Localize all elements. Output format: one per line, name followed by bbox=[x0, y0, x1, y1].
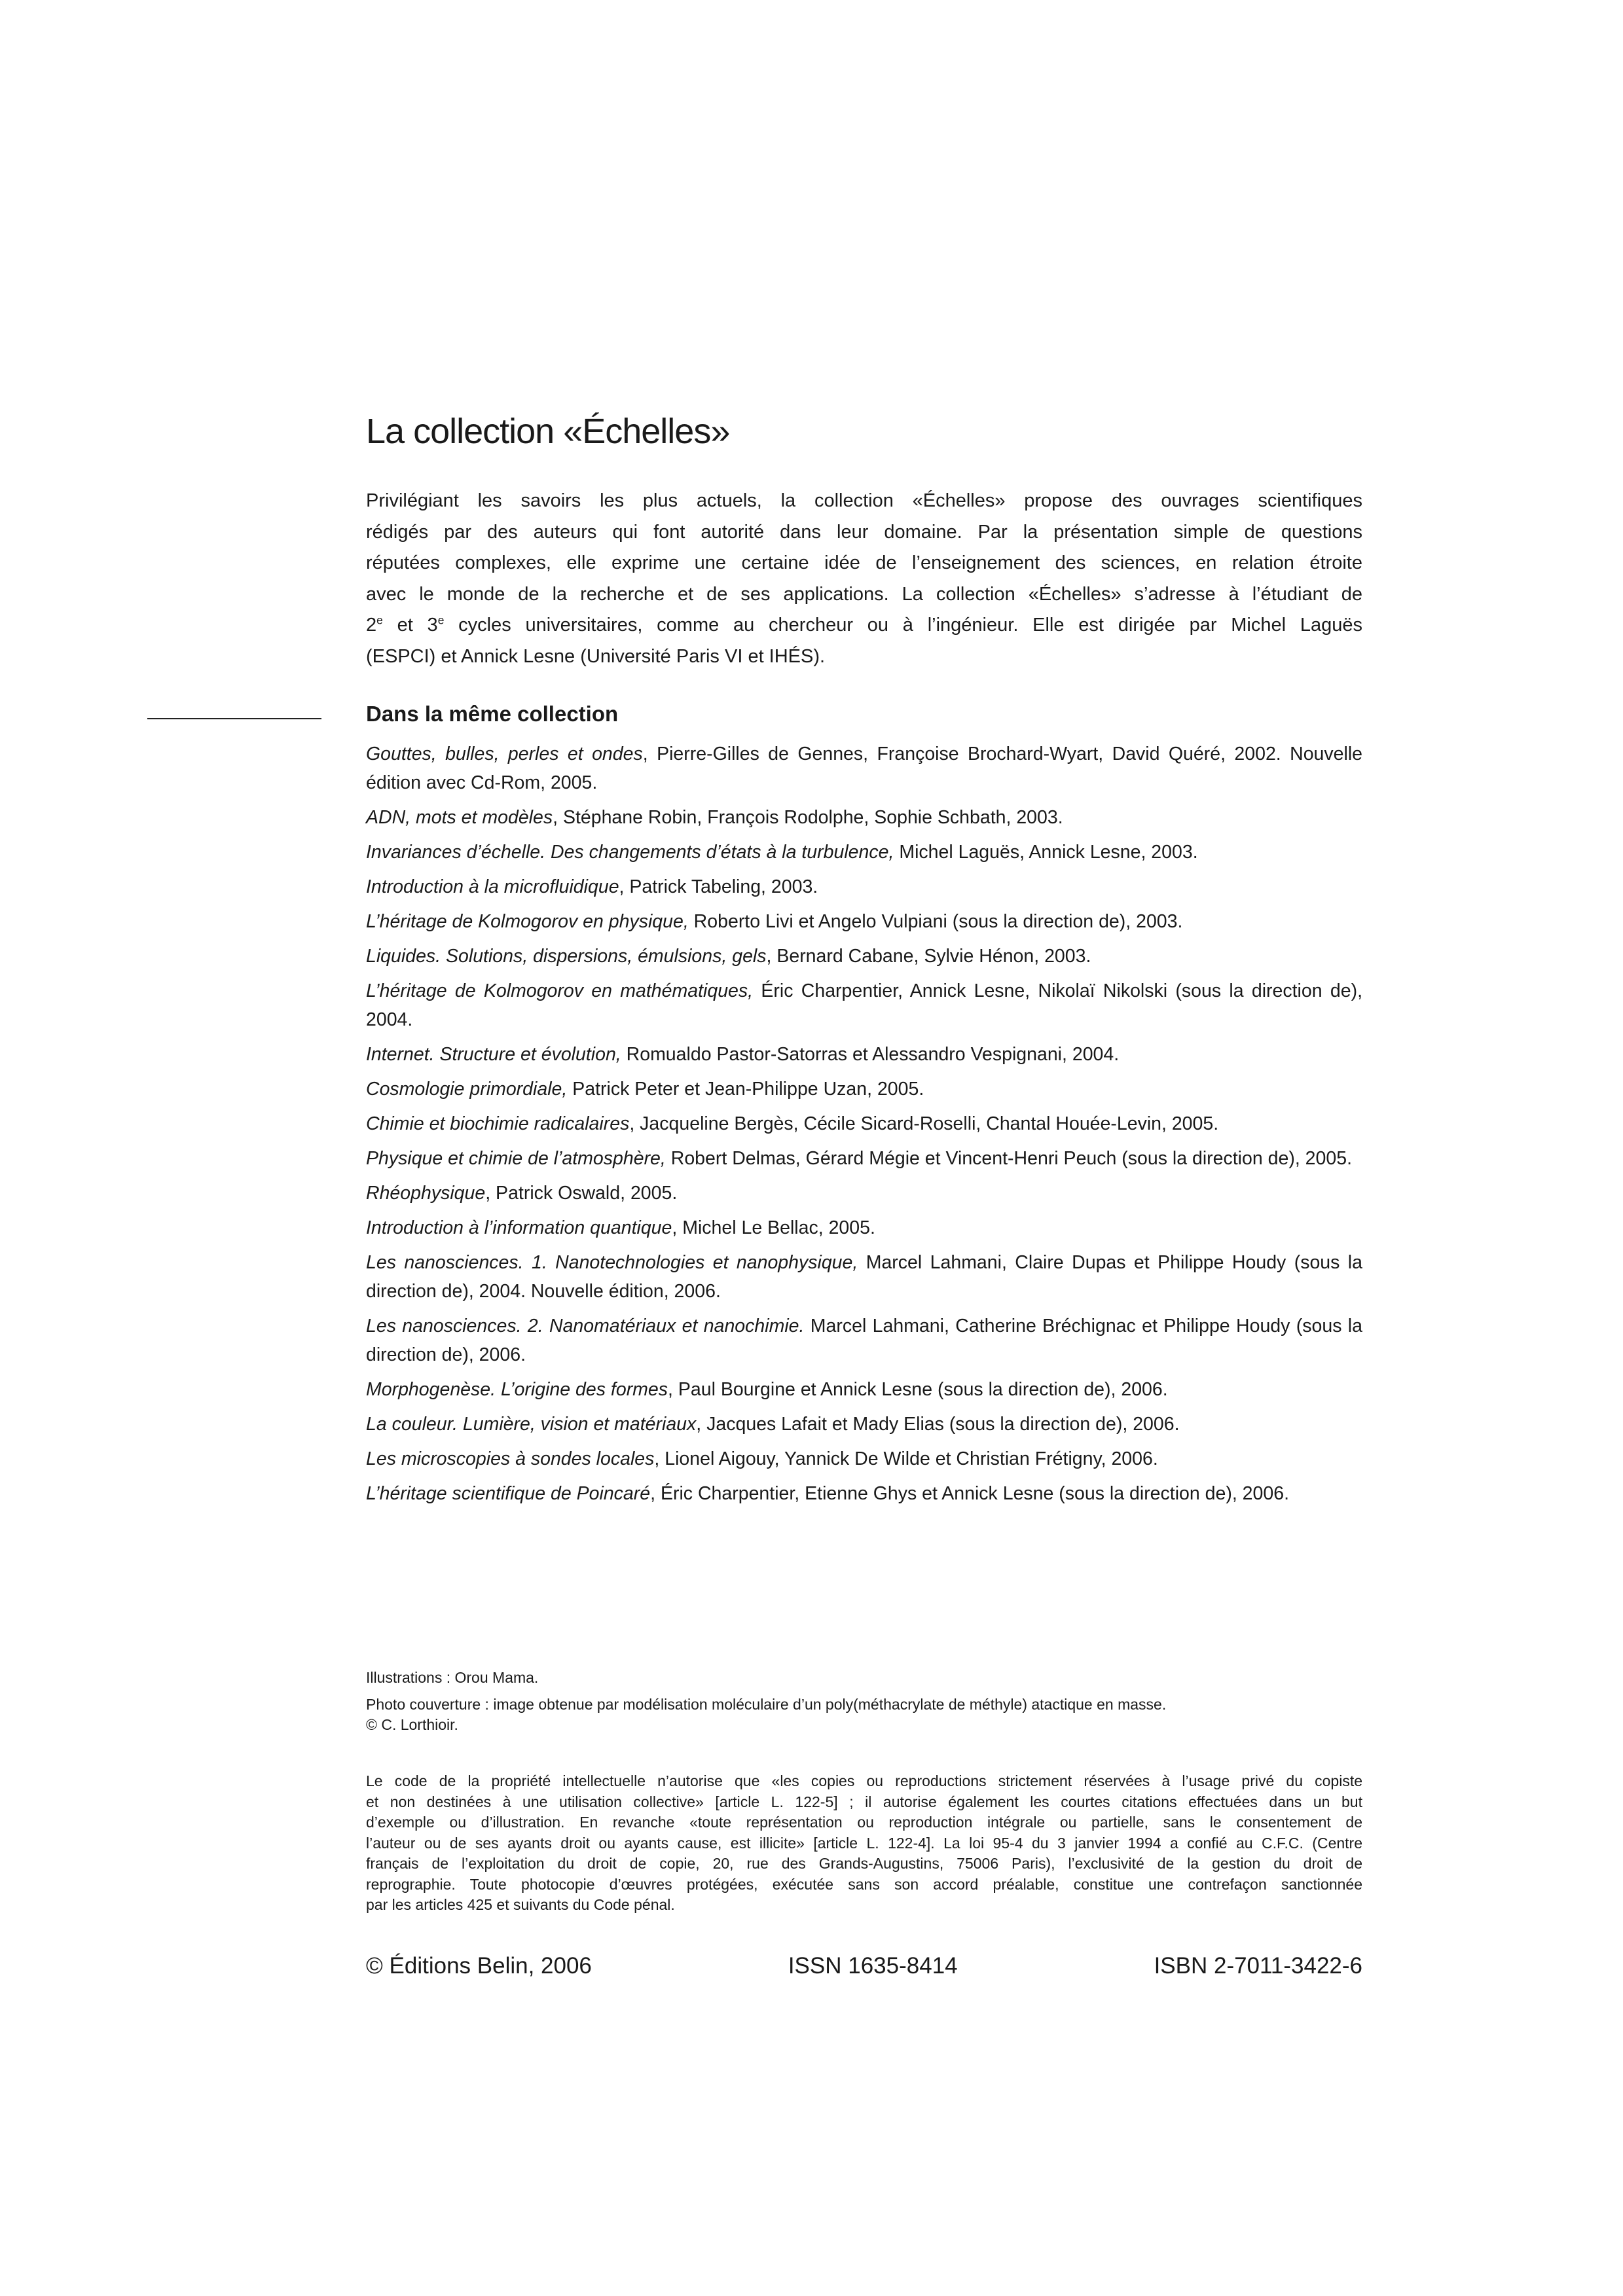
book-title: Invariances d’échelle. Des changements d’états à la turbulence, bbox=[366, 842, 894, 863]
section-heading: Dans la même collection bbox=[366, 702, 619, 726]
publisher-copyright: © Éditions Belin, 2006 bbox=[366, 1953, 592, 1979]
book-details: Romualdo Pastor-Satorras et Alessandro Vespignani, 2004. bbox=[621, 1044, 1120, 1065]
book-entry bbox=[366, 1213, 1362, 1242]
illustrations-credit: Illustrations : Orou Mama. bbox=[366, 1669, 539, 1686]
book-title: Internet. Structure et évolution, bbox=[366, 1044, 621, 1065]
book-details: Roberto Livi et Angelo Vulpiani (sous la direction de), 2003. bbox=[688, 911, 1183, 932]
legal-line: l’auteur ou de ses ayants droit ou ayants cause, est illicite» [article L. 122-4]. La loi 95-4 du 3 janvier 1994 a confié au C.F.C. (Centre bbox=[366, 1834, 1362, 1852]
credits bbox=[366, 1668, 1362, 1742]
book-entry bbox=[366, 838, 1362, 867]
book-entry bbox=[366, 977, 1362, 1034]
book-details: , Bernard Cabane, Sylvie Hénon, 2003. bbox=[766, 946, 1091, 967]
section-rule bbox=[147, 718, 321, 719]
book-entry bbox=[366, 1075, 1362, 1103]
intro-line bbox=[366, 610, 1362, 641]
book-entry bbox=[366, 1248, 1362, 1306]
book-details: , Jacques Lafait et Mady Elias (sous la direction de), 2006. bbox=[696, 1414, 1180, 1435]
book-details: , Jacqueline Bergès, Cécile Sicard-Roselli, Chantal Houée-Levin, 2005. bbox=[629, 1113, 1219, 1134]
book-title: Morphogenèse. L’origine des formes bbox=[366, 1379, 668, 1400]
book-details: , Pierre-Gilles de Gennes, Françoise Brochard-Wyart, David Quéré, 2002. Nouvelle édition avec Cd-Rom, 2005. bbox=[366, 744, 1363, 793]
book-details: Patrick Peter et Jean-Philippe Uzan, 2005. bbox=[567, 1079, 924, 1100]
legal-line: d’exemple ou d’illustration. En revanche «toute représentation ou reproduction intégrale ou partielle, sans le consentement de bbox=[366, 1814, 1362, 1831]
book-entry bbox=[366, 907, 1362, 936]
photo-credit-text: Photo couverture : image obtenue par modélisation moléculaire d’un poly(méthacrylate de méthyle) atactique en masse. bbox=[366, 1696, 1167, 1713]
book-entry bbox=[366, 1040, 1362, 1069]
photo-credit bbox=[366, 1695, 1362, 1735]
book-title: L’héritage de Kolmogorov en physique, bbox=[366, 911, 689, 932]
text: 2 bbox=[366, 615, 377, 636]
intro-paragraph bbox=[366, 486, 1362, 672]
legal-line: reprographie. Toute photocopie d’œuvres protégées, exécutée sans son accord préalable, constitue une contrefaçon sanctionnée bbox=[366, 1875, 1362, 1893]
text: cycles universitaires, comme au chercheur ou à l’ingénieur. Elle est dirigée par Michel Laguës bbox=[444, 615, 1362, 636]
intro-line: Privilégiant les savoirs les plus actuels, la collection «Échelles» propose des ouvrages scientifiques bbox=[366, 490, 1362, 511]
book-title: Liquides. Solutions, dispersions, émulsions, gels bbox=[366, 946, 767, 967]
legal-line: et non destinées à une utilisation collective» [article L. 122-5] ; il autorise également les courtes citations effectuées dans un but bbox=[366, 1793, 1362, 1810]
book-title: Les nanosciences. 1. Nanotechnologies et nanophysique, bbox=[366, 1252, 858, 1273]
page-title: La collection «Échelles» bbox=[366, 412, 730, 451]
book-list bbox=[366, 740, 1362, 1514]
footer bbox=[366, 1953, 1362, 1979]
book-details: , Éric Charpentier, Etienne Ghys et Annick Lesne (sous la direction de), 2006. bbox=[650, 1483, 1289, 1504]
text: et 3 bbox=[382, 615, 438, 636]
book-entry bbox=[366, 872, 1362, 901]
legal-line: par les articles 425 et suivants du Code pénal. bbox=[366, 1896, 675, 1913]
intro-line: avec le monde de la recherche et de ses applications. La collection «Échelles» s’adresse à l’étudiant de bbox=[366, 583, 1362, 605]
issn: ISSN 1635-8414 bbox=[788, 1953, 958, 1979]
book-entry bbox=[366, 942, 1362, 971]
book-title: Chimie et biochimie radicalaires bbox=[366, 1113, 630, 1134]
book-entry bbox=[366, 1144, 1362, 1173]
book-title: Physique et chimie de l’atmosphère, bbox=[366, 1148, 666, 1169]
book-title: Gouttes, bulles, perles et ondes bbox=[366, 744, 643, 764]
book-details: Robert Delmas, Gérard Mégie et Vincent-Henri Peuch (sous la direction de), 2005. bbox=[665, 1148, 1352, 1169]
book-details: , Stéphane Robin, François Rodolphe, Sophie Schbath, 2003. bbox=[553, 807, 1063, 828]
book-title: Les microscopies à sondes locales bbox=[366, 1448, 655, 1469]
intro-line: rédigés par des auteurs qui font autorité dans leur domaine. Par la présentation simple de questions bbox=[366, 521, 1362, 543]
book-title: Introduction à l’information quantique bbox=[366, 1217, 672, 1238]
book-entry bbox=[366, 1179, 1362, 1208]
book-entry bbox=[366, 1375, 1362, 1404]
book-entry bbox=[366, 740, 1362, 797]
book-details: , Patrick Tabeling, 2003. bbox=[619, 876, 818, 897]
book-details: , Patrick Oswald, 2005. bbox=[485, 1183, 678, 1204]
book-details: , Paul Bourgine et Annick Lesne (sous la direction de), 2006. bbox=[668, 1379, 1168, 1400]
book-title: Rhéophysique bbox=[366, 1183, 486, 1204]
book-title: La couleur. Lumière, vision et matériaux bbox=[366, 1414, 697, 1435]
book-entry bbox=[366, 1479, 1362, 1508]
isbn: ISBN 2-7011-3422-6 bbox=[1154, 1953, 1362, 1979]
book-entry bbox=[366, 1109, 1362, 1138]
book-title: ADN, mots et modèles bbox=[366, 807, 553, 828]
book-title: Les nanosciences. 2. Nanomatériaux et nanochimie. bbox=[366, 1316, 805, 1336]
book-entry bbox=[366, 1312, 1362, 1369]
intro-line: (ESPCI) et Annick Lesne (Université Paris VI et IHÉS). bbox=[366, 645, 826, 667]
legal-line: Le code de la propriété intellectuelle n’autorise que «les copies ou reproductions strictement réservées à l’usage privé du copiste bbox=[366, 1772, 1362, 1789]
legal-line: français de l’exploitation du droit de copie, 20, rue des Grands-Augustins, 75006 Paris), l’exclusivité de la gestion du droit de bbox=[366, 1855, 1362, 1872]
book-entry bbox=[366, 1444, 1362, 1473]
book-title: L’héritage scientifique de Poincaré bbox=[366, 1483, 651, 1504]
book-entry bbox=[366, 1410, 1362, 1439]
book-details: , Lionel Aigouy, Yannick De Wilde et Christian Frétigny, 2006. bbox=[654, 1448, 1158, 1469]
book-details: Éric Charpentier, Annick Lesne, Nikolaï Nikolski (sous la direction de), 2004. bbox=[366, 980, 1363, 1030]
book-details: Marcel Lahmani, Claire Dupas et Philippe Houdy (sous la direction de), 2004. Nouvelle édition, 2006. bbox=[366, 1252, 1362, 1302]
legal-notice bbox=[366, 1771, 1362, 1916]
superscript: e bbox=[437, 613, 445, 627]
book-details: Marcel Lahmani, Catherine Bréchignac et Philippe Houdy (sous la direction de), 2006. bbox=[366, 1316, 1362, 1365]
photo-copyright: © C. Lorthioir. bbox=[366, 1716, 458, 1733]
book-details: Michel Laguës, Annick Lesne, 2003. bbox=[894, 842, 1198, 863]
intro-line: réputées complexes, elle exprime une certaine idée de l’enseignement des sciences, en relation étroite bbox=[366, 552, 1362, 573]
book-entry bbox=[366, 803, 1362, 832]
book-title: Cosmologie primordiale, bbox=[366, 1079, 568, 1100]
book-details: , Michel Le Bellac, 2005. bbox=[672, 1217, 875, 1238]
book-title: L’héritage de Kolmogorov en mathématiques, bbox=[366, 980, 754, 1001]
superscript: e bbox=[376, 613, 383, 627]
book-title: Introduction à la microfluidique bbox=[366, 876, 619, 897]
